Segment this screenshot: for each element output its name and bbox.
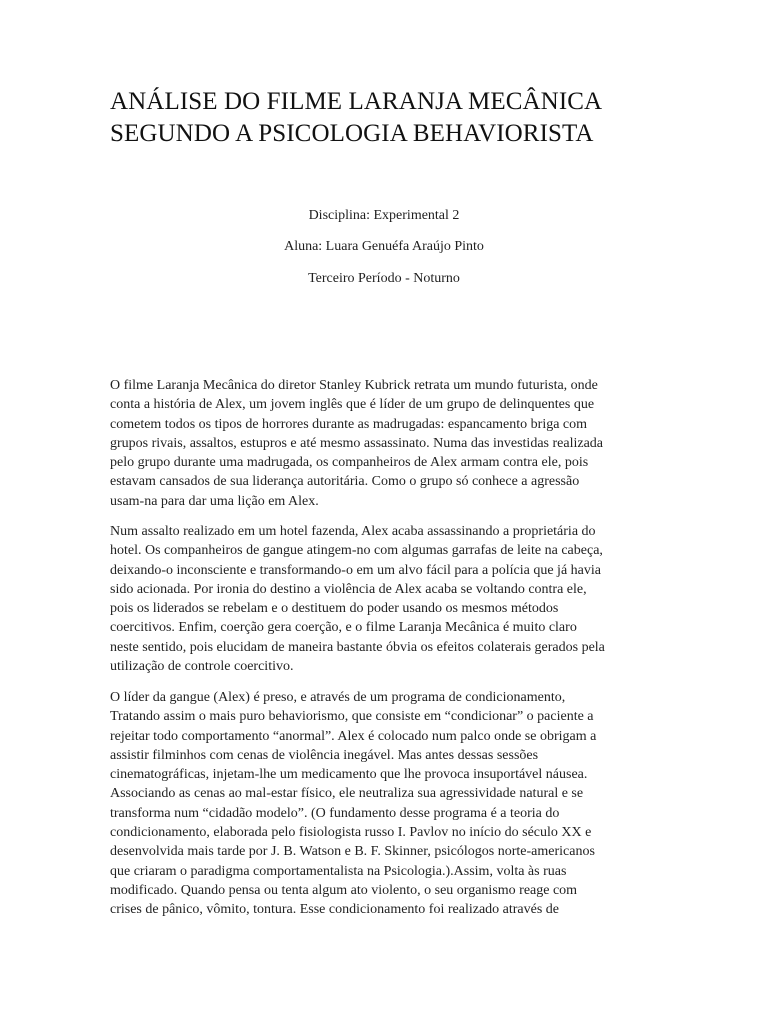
paragraph-line: estavam cansados de sua liderança autoritária. Como o grupo só conhece a agressão	[110, 474, 580, 490]
title-line-1: ANÁLISE DO FILME LARANJA MECÂNICA	[110, 88, 603, 115]
title-line-2: SEGUNDO A PSICOLOGIA BEHAVIORISTA	[110, 120, 594, 147]
paragraph-line: modificado. Quando pensa ou tenta algum ato violento, o seu organismo reage com	[110, 882, 578, 898]
paragraph-line: grupos rivais, assaltos, estupros e até mesmo assassinato. Numa das investidas realizada	[110, 435, 603, 451]
paragraph-line: transforma num “cidadão modelo”. (O fundamento desse programa é a teoria do	[110, 805, 560, 821]
paragraph-line: coercitivos. Enfim, coerção gera coerção, e o filme Laranja Mecânica é muito claro	[110, 620, 577, 636]
document-title	[110, 86, 730, 150]
discipline-line: Disciplina: Experimental 2	[308, 208, 460, 223]
paragraph-line: O líder da gangue (Alex) é preso, e através de um programa de condicionamento,	[110, 690, 566, 705]
paragraph-line: Num assalto realizado em um hotel fazenda, Alex acaba assassinando a proprietária do	[110, 524, 596, 539]
paragraph-line: que criaram o paradigma comportamentalista na Psicologia.).Assim, volta às ruas	[110, 863, 567, 879]
paragraph-line: crises de pânico, vômito, tontura. Esse condicionamento foi realizado através de	[110, 902, 560, 918]
paragraph-1	[110, 376, 670, 511]
paragraph-line: Tratando assim o mais puro behaviorismo, que consiste em “condicionar” o paciente a	[110, 709, 594, 725]
period-line: Terceiro Período - Noturno	[308, 271, 460, 286]
paragraph-line: usam-na para dar uma lição em Alex.	[110, 493, 319, 509]
student-line: Aluna: Luara Genuéfa Araújo Pinto	[284, 239, 484, 254]
paragraph-line: desenvolvida mais tarde por J. B. Watson e B. F. Skinner, psicólogos norte-americanos	[110, 844, 595, 860]
paragraph-line: neste sentido, pois elucidam de maneira bastante óbvia os efeitos colaterais gerados pela	[110, 639, 605, 655]
paragraph-line: deixando-o inconsciente e transformando-o em um alvo fácil para a polícia que já havia	[110, 562, 601, 578]
paragraph-line: conta a história de Alex, um jovem inglês que é líder de um grupo de delinquentes que	[110, 397, 595, 413]
paragraph-line: sido acionada. Por ironia do destino a violência de Alex acaba se voltando contra ele,	[110, 581, 587, 597]
paragraph-line: Associando as cenas ao mal-estar físico, ele neutraliza sua agressividade natural e se	[110, 786, 584, 802]
paragraph-2	[110, 522, 670, 676]
paragraph-line: cometem todos os tipos de horrores durante as madrugadas: espancamento briga com	[110, 416, 588, 432]
paragraph-line: hotel. Os companheiros de gangue atingem-no com algumas garrafas de leite na cabeça,	[110, 543, 603, 559]
paragraph-line: pelo grupo durante uma madrugada, os companheiros de Alex armam contra ele, pois	[110, 455, 589, 471]
paragraph-line: assistir filminhos com cenas de violência inegável. Mas antes dessas sessões	[110, 747, 539, 763]
paragraph-line: rejeitar todo comportamento “anormal”. Alex é colocado num palco onde se obrigam a	[110, 728, 597, 744]
paragraph-line: pois os liderados se rebelam e o destituem do poder usando os mesmos métodos	[110, 601, 559, 617]
paragraph-line: utilização de controle coercitivo.	[110, 659, 294, 675]
paragraph-line: condicionamento, elaborada pelo fisiologista russo I. Pavlov no início do século XX e	[110, 825, 592, 841]
paragraph-3	[110, 688, 670, 920]
paragraph-line: O filme Laranja Mecânica do diretor Stanley Kubrick retrata um mundo futurista, onde	[110, 378, 598, 393]
paragraph-line: cinematográficas, injetam-lhe um medicamento que lhe provoca insuportável náusea.	[110, 767, 588, 783]
